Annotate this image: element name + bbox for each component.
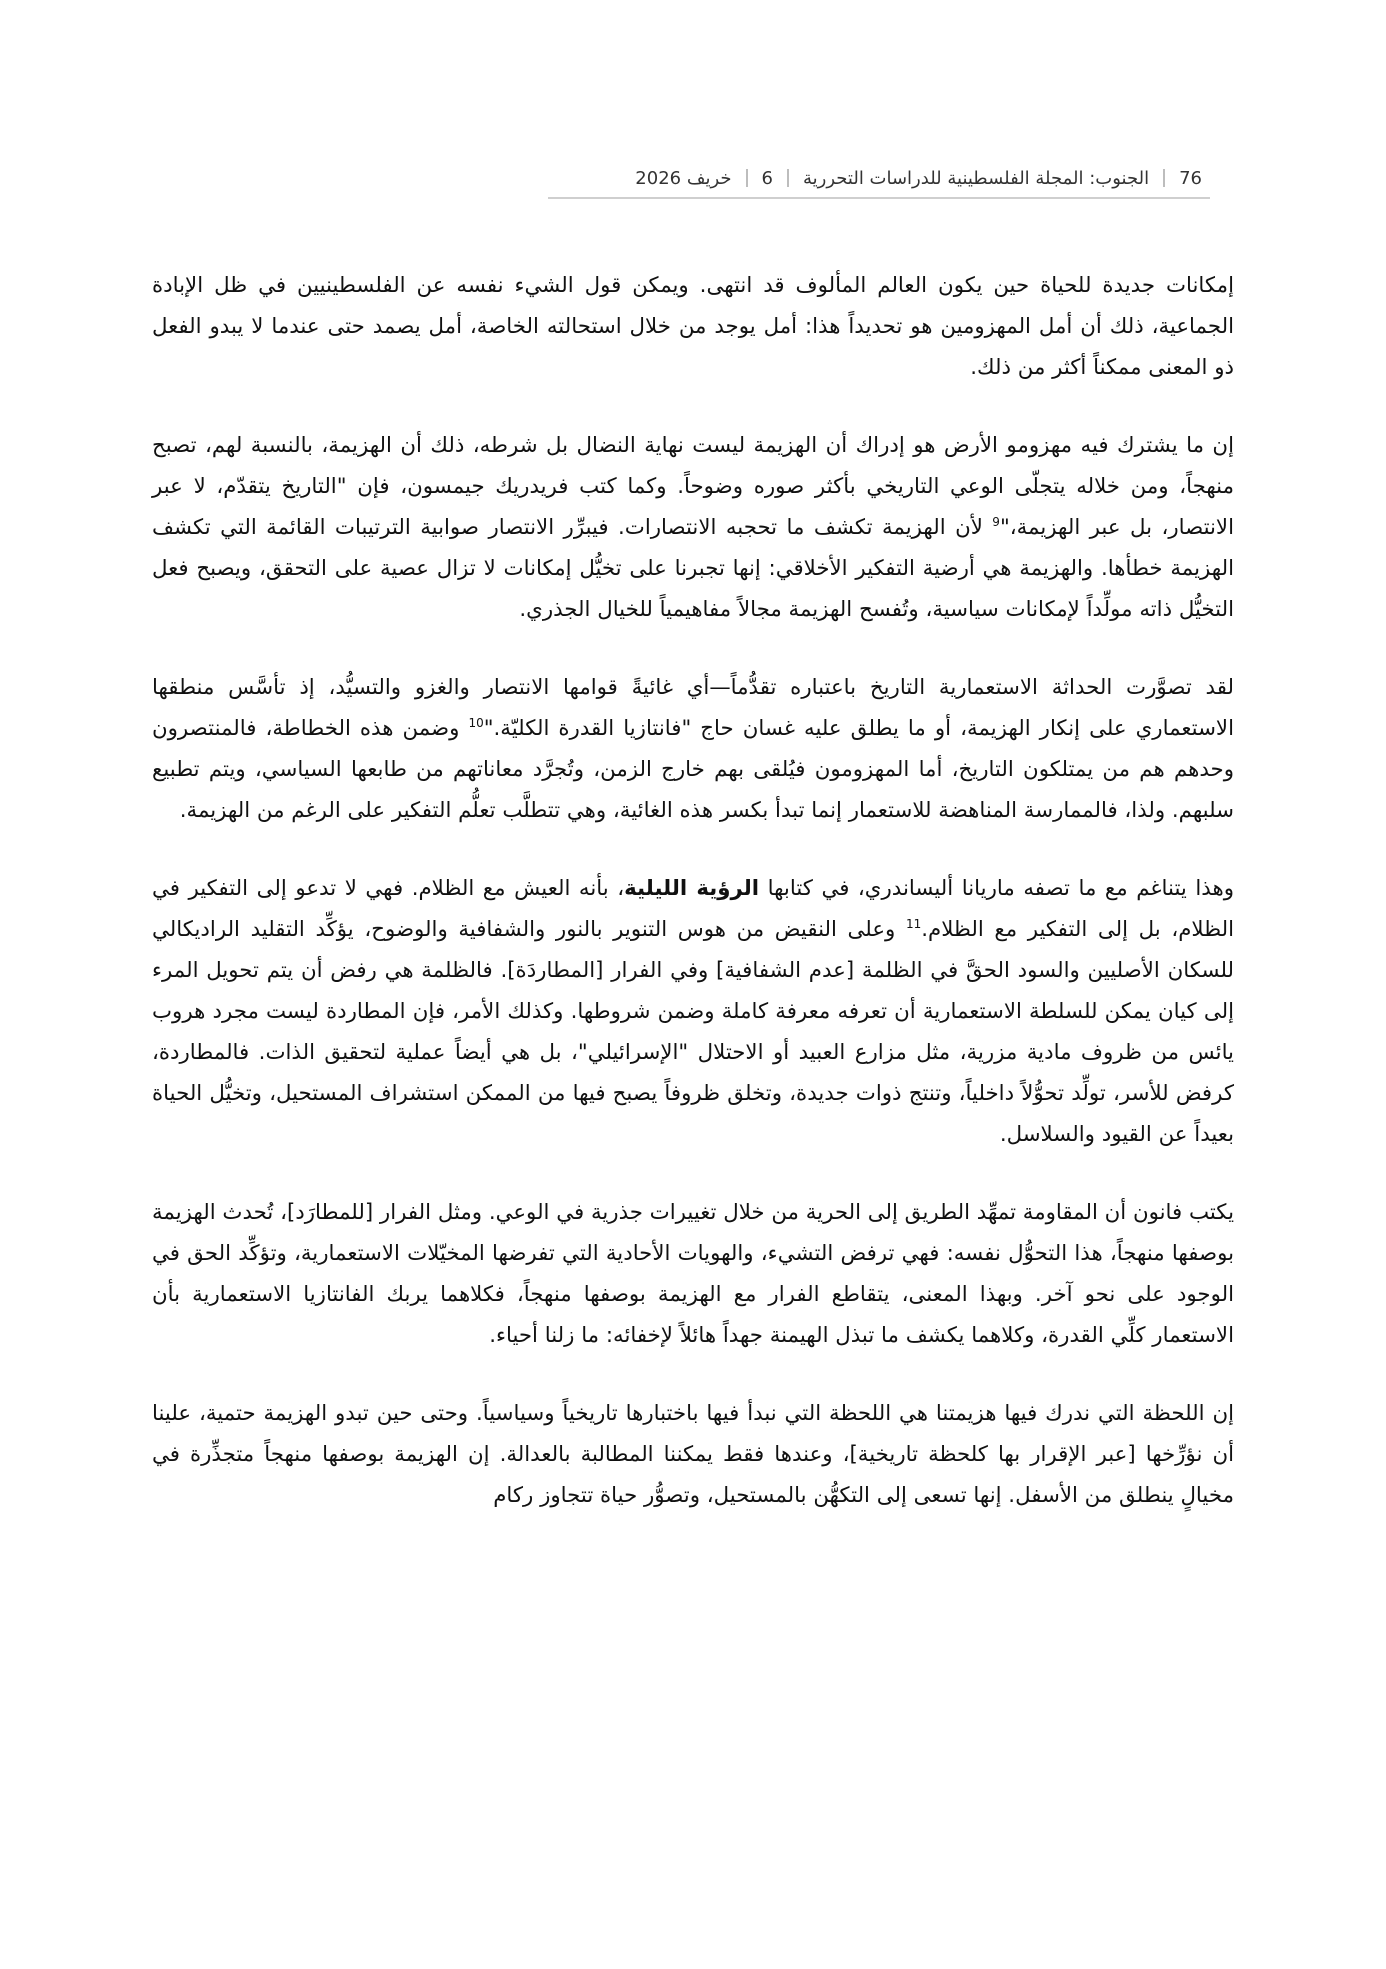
footnote-marker[interactable]: 11 (905, 916, 922, 931)
paragraph-text: يكتب فانون أن المقاومة تمهِّد الطريق إلى الحرية من خلال تغييرات جذرية في الوعي. ومثل الفرار [للمطارَد]، تُحدث الهزيمة بوصفها منهجاً، هذا التحوُّل نفسه: فهي ترفض التشيء، والهويات الأحادية التي تفرضها المخيّلات الاستعمارية، وتؤكِّد الحق في الوجود على نحو آخر. وبهذا المعنى، يتقاطع الفرار مع الهزيمة بوصفها منهجاً، فكلاهما يربك الفانتازيا الاستعمارية بأن الاستعمار كلِّي القدرة، وكلاهما يكشف ما تبذل الهيمنة جهداً هائلاً لإخفائه: ما زلنا أحياء. (152, 1200, 1234, 1348)
book-title: الرؤية الليلية (624, 876, 760, 901)
paragraph-text: وضمن هذه الخطاطة، فالمنتصرون وحدهم هم من يمتلكون التاريخ، أما المهزومون فيُلقى بهم خارج الزمن، وتُجرَّد معاناتهم من طابعها السياسي، ويتم تطبيع سلبهم. ولذا، فالممارسة المناهضة للاستعمار إنما تبدأ بكسر هذه الغائية، وهي تتطلَّب تعلُّم التفكير على الرغم من الهزيمة. (152, 716, 1234, 823)
page-number: 76 (1179, 167, 1202, 189)
paragraph (152, 425, 1234, 630)
issue-season: خريف 2026 (635, 167, 732, 189)
journal-title: الجنوب: المجلة الفلسطينية للدراسات التحررية (803, 167, 1150, 189)
paragraph-text: وعلى النقيض من هوس التنوير بالنور والشفافية والوضوح، يؤكِّد التقليد الراديكالي للسكان الأصليين والسود الحقَّ في الظلمة [عدم الشفافية] وفي الفرار [المطاردَة]. فالظلمة هي رفض أن يتم تحويل المرء إلى كيان يمكن للسلطة الاستعمارية أن تعرفه معرفة كاملة وضمن شروطها. وكذلك الأمر، فإن المطاردة ليست مجرد هروب يائس من ظروف مادية مزرية، مثل مزارع العبيد أو الاحتلال "الإسرائيلي"، بل هي أيضاً عملية لتحقيق الذات. فالمطاردة، كرفض للأسر، تولِّد تحوُّلاً داخلياً، وتنتج ذوات جديدة، وتخلق ظروفاً يصبح فيها من الممكن استشراف المستحيل، وتخيُّل الحياة بعيداً عن القيود والسلاسل. (152, 917, 1234, 1147)
paragraph-text: إمكانات جديدة للحياة حين يكون العالم المألوف قد انتهى. ويمكن قول الشيء نفسه عن الفلسطينيين في ظل الإبادة الجماعية، ذلك أن أمل المهزومين هو تحديداً هذا: أمل يوجد من خلال استحالته الخاصة، أمل يصمد حتى عندما لا يبدو الفعل ذو المعنى ممكناً أكثر من ذلك. (152, 273, 1234, 380)
paragraph-text: إن ما يشترك فيه مهزومو الأرض هو إدراك أن الهزيمة ليست نهاية النضال بل شرطه، ذلك أن الهزيمة، بالنسبة لهم، تصبح منهجاً، ومن خلاله يتجلّى الوعي التاريخي بأكثر صوره وضوحاً. وكما كتب فريدريك جيمسون، فإن "التاريخ يتقدّم، لا عبر الانتصار، بل عبر الهزيمة،" (152, 433, 1234, 540)
paragraph (152, 1393, 1234, 1516)
article-body (152, 265, 1234, 1553)
header-divider (1163, 169, 1165, 187)
paragraph-text: إن اللحظة التي ندرك فيها هزيمتنا هي اللحظة التي نبدأ فيها باختبارها تاريخياً وسياسياً. وحتى حين تبدو الهزيمة حتمية، علينا أن نؤرِّخها [عبر الإقرار بها كلحظة تاريخية]، وعندها فقط يمكننا المطالبة بالعدالة. إن الهزيمة بوصفها منهجاً متجذِّرة في مخيالٍ ينطلق من الأسفل. إنها تسعى إلى التكهُّن بالمستحيل، وتصوُّر حياة تتجاوز ركام (152, 1401, 1234, 1508)
paragraph (152, 868, 1234, 1155)
header-divider (787, 169, 789, 187)
paragraph-text: ، بأنه العيش مع الظلام. فهي لا تدعو إلى التفكير في الظلام، بل إلى التفكير مع الظلام. (152, 876, 1234, 942)
paragraph-text: وهذا يتناغم مع ما تصفه ماريانا أليساندري، في كتابها (759, 876, 1234, 901)
paragraph (152, 1192, 1234, 1356)
running-header (548, 159, 1210, 199)
issue-number: 6 (761, 167, 773, 189)
paragraph (152, 667, 1234, 831)
footnote-marker[interactable]: 10 (468, 715, 484, 730)
header-divider (746, 169, 748, 187)
paragraph (152, 265, 1234, 388)
paragraph-text: لأن الهزيمة تكشف ما تحجبه الانتصارات. فيبرِّر الانتصار صوابية الترتيبات القائمة التي تكشف الهزيمة خطأها. والهزيمة هي أرضية التفكير الأخلاقي: إنها تجبرنا على تخيُّل إمكانات لا تزال عصية على التحقق، ويصبح فعل التخيُّل ذاته مولِّداً لإمكانات سياسية، وتُفسح الهزيمة مجالاً مفاهيمياً للخيال الجذري. (152, 515, 1234, 622)
footnote-marker[interactable]: 9 (992, 514, 1000, 529)
paragraph-text: لقد تصوَّرت الحداثة الاستعمارية التاريخ باعتباره تقدُّماً—أي غائيةً قوامها الانتصار والغزو والتسيُّد، إذ تأسَّس منطقها الاستعماري على إنكار الهزيمة، أو ما يطلق عليه غسان حاج "فانتازيا القدرة الكليّة." (152, 675, 1234, 741)
